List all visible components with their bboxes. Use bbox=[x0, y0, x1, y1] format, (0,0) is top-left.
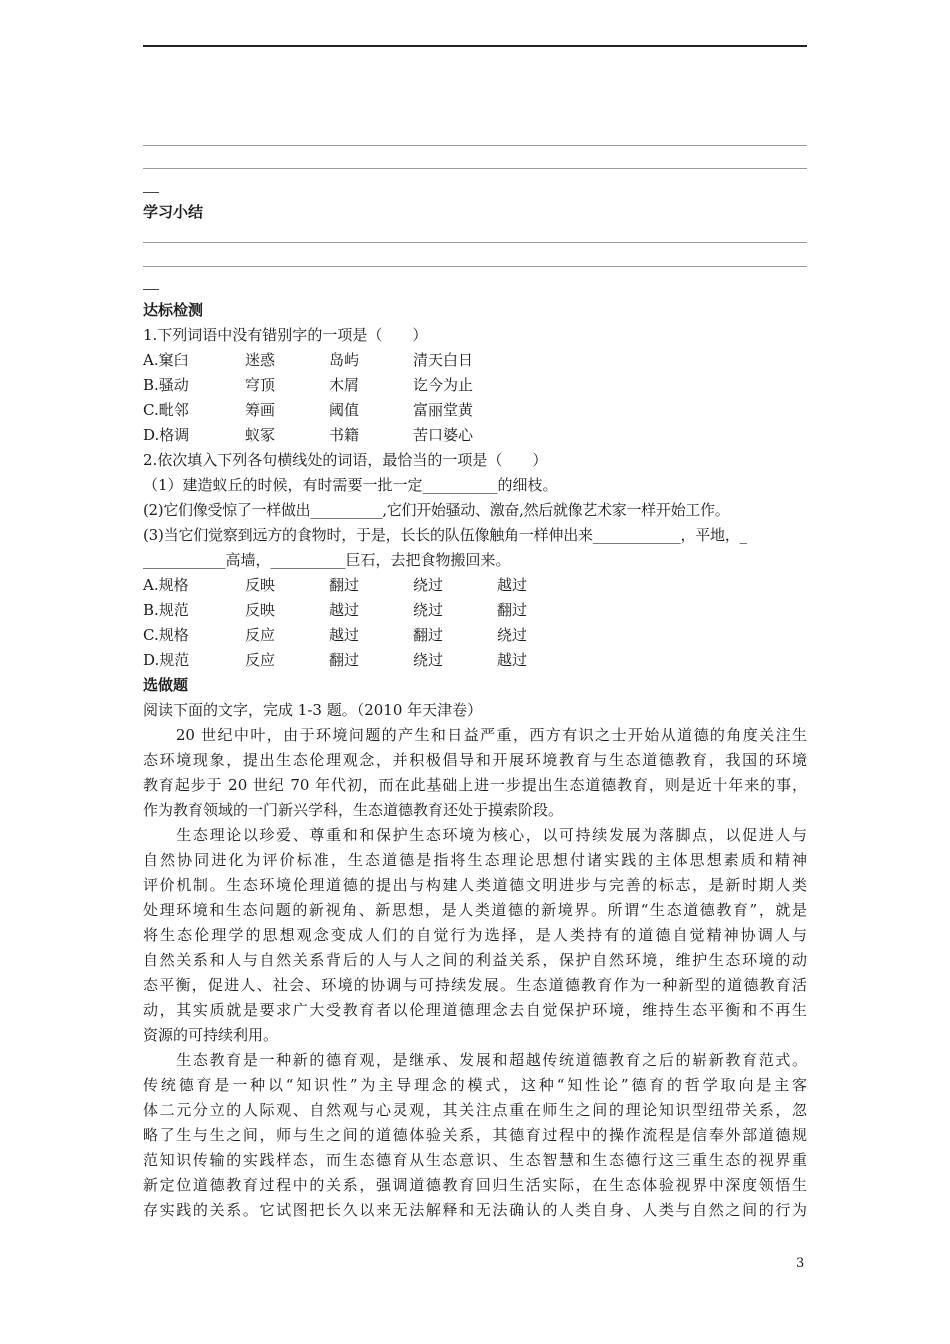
page-number: 3 bbox=[796, 1256, 805, 1271]
passage-line: 生态理论以珍爱、尊重和和保护生态环境为核心，以可持续发展为落脚点，以促进人与 bbox=[143, 826, 807, 844]
header-rule bbox=[143, 45, 807, 47]
question-1-option-d: D.格调 蚁冢 书籍 苦口婆心 bbox=[143, 426, 474, 444]
question-2-option-c: C.规格 反应 越过 翻过 绕过 bbox=[143, 626, 528, 644]
passage-line: 资源的可持续利用。 bbox=[143, 1026, 279, 1044]
question-2-sentence-2: (2)它们像受惊了一样做出__________,它们开始骚动、激奋,然后就像艺术家一样开始工作。 bbox=[143, 501, 730, 519]
question-2-sentence-3: (3)当它们觉察到远方的食物时，于是，长长的队伍像触角一样伸出来____________，平地，_ bbox=[143, 526, 747, 544]
passage-line: 略了生与生之间，师与生之间的道德体验关系，其德育过程中的操作流程是信奉外部道德规 bbox=[143, 1126, 807, 1144]
question-1-option-c: C.毗邻 筹画 阈值 富丽堂黄 bbox=[143, 401, 474, 419]
passage-line: 生态教育是一种新的德育观，是继承、发展和超越传统道德教育之后的崭新教育范式。 bbox=[143, 1051, 807, 1069]
passage-line: 存实践的关系。它试图把长久以来无法解释和无法确认的人类自身、人类与自然之间的行为 bbox=[143, 1201, 807, 1219]
passage-line: 自然协同进化为评价标准，生态道德是指将生态理论思想付诸实践的主体思想素质和精神 bbox=[143, 851, 807, 869]
question-1-stem: 1.下列词语中没有错别字的一项是（ ） bbox=[143, 326, 428, 344]
answer-line bbox=[143, 145, 807, 146]
question-2-option-b: B.规范 反映 越过 绕过 翻过 bbox=[143, 601, 528, 619]
passage-line: 20 世纪中叶，由于环境问题的产生和日益严重，西方有识之士开始从道德的角度关注生 bbox=[143, 726, 807, 744]
passage-line: 态环境现象，提出生态伦理观念，并积极倡导和开展环境教育与生态道德教育，我国的环境 bbox=[143, 751, 807, 769]
passage-line: 作为教育领域的一门新兴学科，生态道德教育还处于摸索阶段。 bbox=[143, 801, 564, 819]
answer-line-end bbox=[143, 192, 159, 193]
passage-line: 传统德育是一种以“知识性”为主导理念的模式，这种“知性论”德育的哲学取向是主客 bbox=[143, 1076, 807, 1094]
reading-intro: 阅读下面的文字，完成 1-3 题。（2010 年天津卷） bbox=[143, 701, 483, 719]
answer-line bbox=[143, 168, 807, 169]
question-2-stem: 2.依次填入下列各句横线处的词语，最恰当的一项是（ ） bbox=[143, 451, 548, 469]
passage-line: 自然关系和人与自然关系背后的人与人之间的利益关系，保护自然环境，维护生态环境的动 bbox=[143, 951, 807, 969]
passage-line: 评价机制。生态环境伦理道德的提出与构建人类道德文明进步与完善的标志，是新时期人类 bbox=[143, 876, 807, 894]
answer-line bbox=[143, 266, 807, 267]
passage-line: 将生态伦理学的思想观念变成人们的自觉行为选择，是人类持有的道德自觉精神协调人与 bbox=[143, 926, 807, 944]
passage-line: 新定位道德教育过程中的关系，强调道德教育回归生活实际，在生态体验视界中深度领悟生 bbox=[143, 1176, 807, 1194]
question-2-option-d: D.规范 反应 翻过 绕过 越过 bbox=[143, 651, 528, 669]
question-2-sentence-1: （1）建造蚁丘的时候，有时需要一批一定__________的细枝。 bbox=[143, 476, 558, 494]
passage-line: 体二元分立的人际观、自然观与心灵观，其关注点重在师生之间的理论知识型纽带关系，忽 bbox=[143, 1101, 807, 1119]
question-1-option-b: B.骚动 穹顶 木屑 讫今为止 bbox=[143, 376, 474, 394]
passage-line: 教育起步于 20 世纪 70 年代初，而在此基础上进一步提出生态道德教育，则是近十年来的事， bbox=[143, 776, 807, 794]
section-heading-summary: 学习小结 bbox=[143, 203, 204, 221]
passage-paragraph-1 bbox=[143, 723, 807, 823]
section-heading-check: 达标检测 bbox=[143, 301, 204, 319]
question-2-option-a: A.规格 反映 翻过 绕过 越过 bbox=[143, 576, 528, 594]
answer-line bbox=[143, 242, 807, 243]
answer-line-end bbox=[143, 289, 159, 290]
passage-paragraph-2 bbox=[143, 823, 807, 1048]
question-1-option-a: A.窠臼 迷惑 岛屿 清天白日 bbox=[143, 351, 474, 369]
section-heading-optional: 选做题 bbox=[143, 676, 189, 694]
passage-paragraph-3 bbox=[143, 1048, 807, 1223]
passage-line: 动，其实质就是要求广大受教育者以伦理道德理念去自觉保护环境，维持生态平衡和不再生 bbox=[143, 1001, 807, 1019]
passage-line: 范知识传输的实践样态，而生态德育从生态意识、生态智慧和生态德行这三重生态的视界重 bbox=[143, 1151, 807, 1169]
passage-line: 态平衡，促进人、社会、环境的协调与可持续发展。生态道德教育作为一种新型的道德教育活 bbox=[143, 976, 807, 994]
passage-line: 处理环境和生态问题的新视角、新思想，是人类道德的新境界。所谓“生态道德教育”，就是 bbox=[143, 901, 807, 919]
question-2-sentence-3-cont: ___________高墙，__________巨石，去把食物搬回来。 bbox=[143, 551, 511, 569]
